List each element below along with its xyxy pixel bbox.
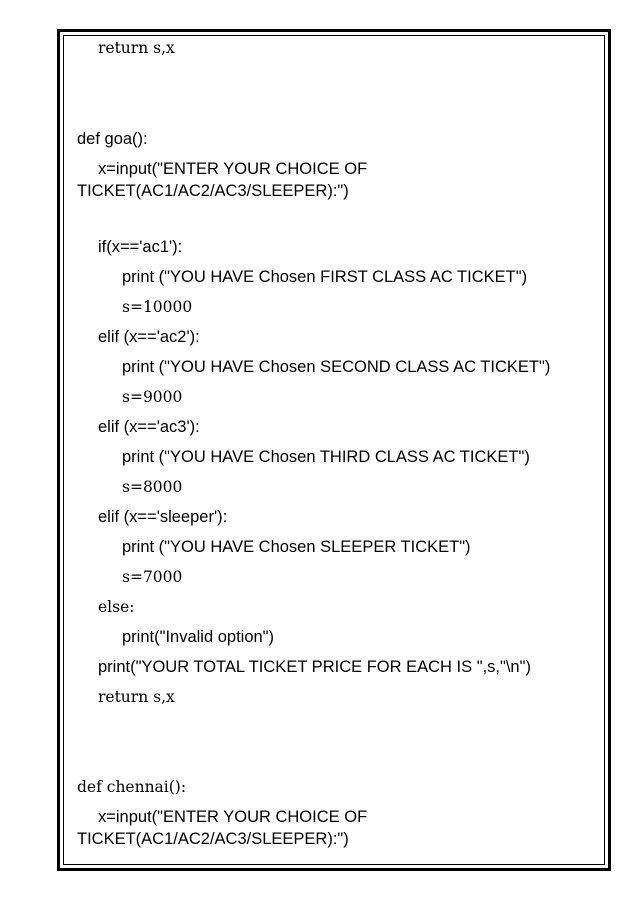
code-line-20: return s,x [98, 688, 175, 706]
code-line-15: print ("YOU HAVE Chosen SLEEPER TICKET") [122, 538, 471, 556]
code-line-9: print ("YOU HAVE Chosen SECOND CLASS AC TICKET") [122, 358, 551, 376]
code-line-2: def goa(): [77, 130, 148, 148]
code-line-12: print ("YOU HAVE Chosen THIRD CLASS AC TICKET") [122, 448, 530, 466]
code-line-14: elif (x=='sleeper'): [98, 508, 228, 526]
code-line-1: return s,x [98, 39, 175, 57]
code-line-22: x=input("ENTER YOUR CHOICE OF [98, 808, 368, 826]
code-line-11: elif (x=='ac3'): [98, 418, 200, 436]
code-line-21: def chennai(): [77, 778, 187, 796]
code-line-16: s=7000 [122, 568, 183, 586]
code-line-3: x=input("ENTER YOUR CHOICE OF [98, 160, 368, 178]
code-line-18: print("Invalid option") [122, 628, 275, 646]
code-line-10: s=9000 [122, 388, 183, 406]
code-line-17: else: [98, 598, 135, 616]
code-line-23: TICKET(AC1/AC2/AC3/SLEEPER):") [77, 830, 349, 848]
code-line-19: print("YOUR TOTAL TICKET PRICE FOR EACH IS ",s,"\n") [98, 658, 531, 676]
code-line-6: print ("YOU HAVE Chosen FIRST CLASS AC TICKET") [122, 268, 528, 286]
code-line-4: TICKET(AC1/AC2/AC3/SLEEPER):") [77, 182, 349, 200]
code-line-13: s=8000 [122, 478, 183, 496]
code-line-7: s=10000 [122, 298, 193, 316]
code-line-5: if(x=='ac1'): [98, 238, 183, 256]
code-line-8: elif (x=='ac2'): [98, 328, 200, 346]
